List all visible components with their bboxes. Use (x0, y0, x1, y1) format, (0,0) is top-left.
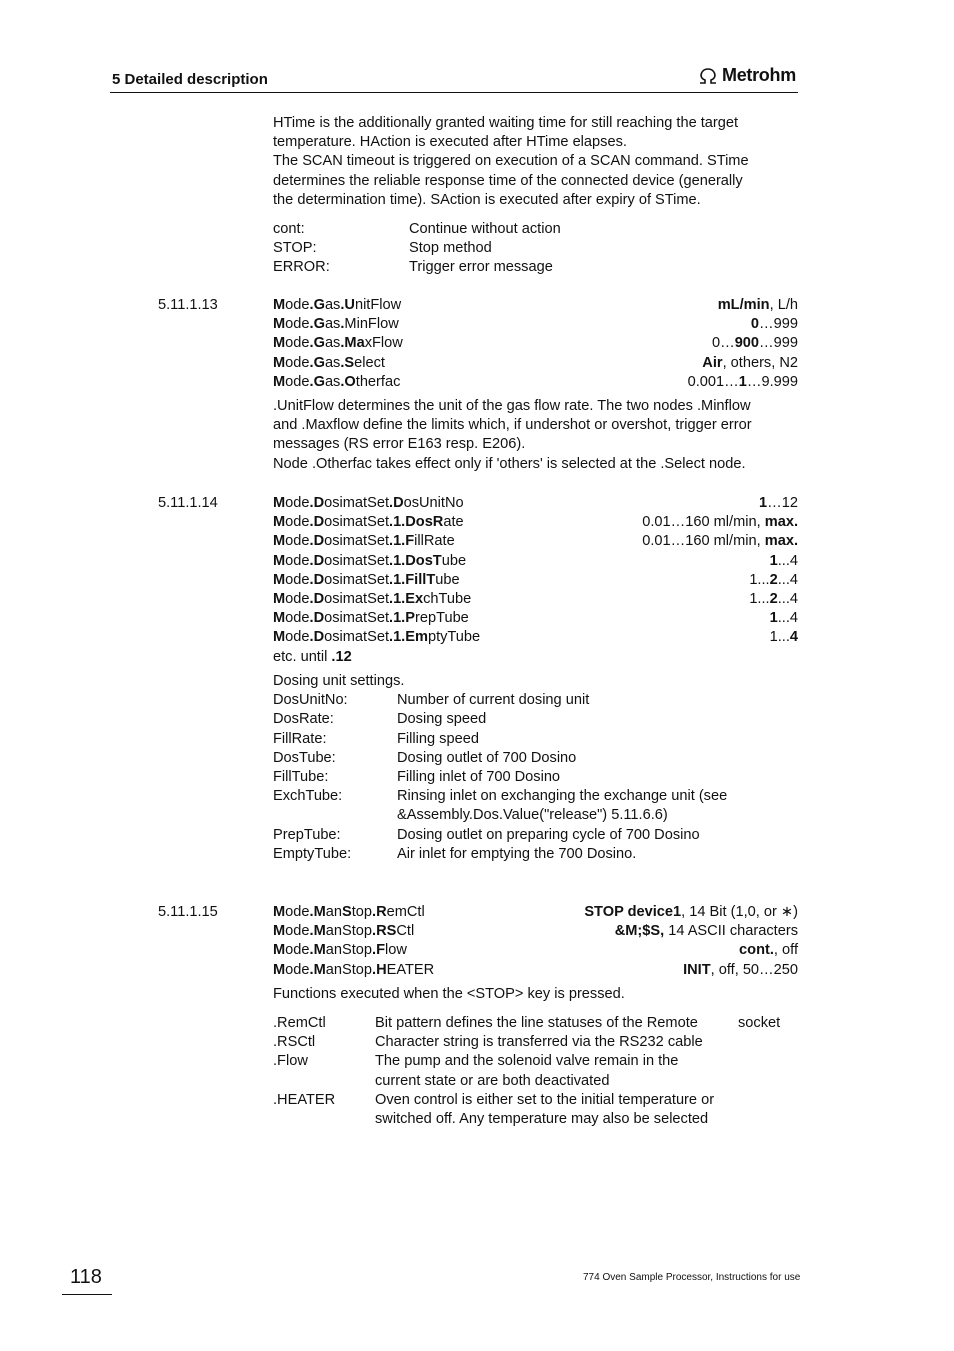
path-segment: as (324, 316, 341, 333)
path-segment: ode (285, 629, 310, 646)
path-segment: .1.F (389, 533, 415, 550)
definition-row (273, 768, 798, 787)
definition-row (273, 826, 798, 845)
path-segment: .RS (372, 923, 397, 940)
definition-text: The pump and the solenoid valve remain in the current state or are both deactivated (375, 1053, 679, 1089)
parameter-path (273, 629, 480, 645)
range-segment: , others, N2 (722, 354, 798, 371)
parameter-range (770, 552, 798, 571)
parameter-path (273, 374, 400, 390)
path-segment: .O (340, 373, 356, 390)
definition-row (273, 710, 798, 729)
path-segment: ode (285, 354, 310, 371)
page-number: 118 (70, 1266, 102, 1288)
path-segment: .F (372, 942, 385, 959)
path-segment: osimatSet (324, 571, 390, 588)
path-segment: ate (443, 514, 464, 531)
definition-value (397, 691, 762, 710)
path-segment: .D (309, 610, 325, 627)
definition-value (397, 826, 762, 845)
parameter-path (273, 533, 455, 549)
definition-row (273, 220, 798, 239)
definition-key: .Flow (273, 1053, 308, 1070)
parameter-range (712, 334, 798, 353)
parameter-path (273, 904, 425, 920)
parameter-row (273, 315, 798, 334)
path-segment: osimatSet (324, 610, 390, 627)
path-segment: illRate (414, 533, 455, 550)
path-segment: ube (435, 571, 460, 588)
range-segment: 1... (749, 571, 770, 588)
path-segment: .D (309, 629, 325, 646)
path-segment: ode (285, 961, 310, 978)
path-segment: as (324, 335, 341, 352)
path-segment: therfac (355, 373, 401, 390)
path-segment: osimatSet (324, 533, 390, 550)
definition-value: Stop method (409, 240, 492, 257)
definition-row (273, 239, 798, 258)
path-segment: ode (285, 495, 310, 511)
section-number: 5.11.1.13 (158, 297, 218, 313)
path-segment: ode (285, 923, 310, 940)
parameter-path (273, 335, 403, 351)
range-segment: INIT (683, 961, 711, 978)
parameter-row (273, 494, 798, 513)
definition-row (273, 258, 798, 277)
parameter-path (273, 495, 464, 511)
description-title: Dosing unit settings. (273, 673, 405, 689)
path-segment: M (273, 495, 286, 511)
path-segment: .G (309, 373, 325, 390)
parameter-range (584, 903, 798, 922)
path-segment: ode (285, 590, 310, 607)
path-segment: osimatSet (324, 514, 390, 531)
path-segment: .G (309, 297, 325, 313)
definition-key: .RemCtl (273, 1015, 326, 1031)
path-segment: osUnitNo (403, 495, 464, 511)
footer-text: 774 Oven Sample Processor, Instructions for use (583, 1272, 801, 1283)
path-segment: M (273, 923, 286, 940)
section-description (273, 397, 798, 474)
section-description (273, 672, 798, 864)
path-segment: .1.Ex (389, 590, 424, 607)
path-segment: ode (285, 571, 310, 588)
definition-value: Continue without action (409, 221, 561, 237)
etc-note (273, 648, 798, 667)
range-segment: ...4 (777, 610, 798, 627)
path-segment: .R (372, 904, 387, 920)
path-segment: M (273, 590, 286, 607)
path-segment: .S (340, 354, 355, 371)
parameter-row (273, 903, 798, 922)
path-segment: MinFlow (344, 316, 399, 333)
path-segment: ode (285, 335, 310, 352)
path-segment: osimatSet (324, 552, 390, 569)
text-line: Functions executed when the <STOP> key is pressed. (273, 986, 625, 1002)
definition-value: Trigger error message (409, 259, 553, 276)
definition-row (273, 1052, 798, 1090)
path-segment: .1.DosT (389, 552, 442, 569)
path-segment: emCtl (386, 904, 425, 920)
parameter-row (273, 609, 798, 628)
range-segment: 0.01…160 ml/min, (642, 533, 765, 550)
path-segment: ode (285, 373, 310, 390)
definition-text: Bit pattern defines the line statuses of the Remote (375, 1015, 698, 1031)
definition-text: Character string is transferred via the RS232 cable (375, 1034, 703, 1051)
path-segment: .Ma (340, 335, 365, 352)
parameter-range (751, 315, 798, 334)
definition-key: STOP: (273, 240, 317, 257)
definition-text: Filling inlet of 700 Dosino (397, 769, 561, 785)
path-segment: M (273, 297, 286, 313)
parameter-row (273, 532, 798, 551)
path-segment: EATER (386, 961, 435, 978)
path-segment: .1.Em (389, 629, 428, 646)
text-line: and .Maxflow define the limits which, if undershot or overshot, trigger error (273, 417, 752, 434)
path-segment: .U (340, 297, 355, 313)
range-segment: , off, 50…250 (710, 961, 798, 978)
path-segment: M (273, 533, 286, 550)
path-segment: osimatSet (324, 495, 390, 511)
path-segment: repTube (414, 610, 469, 627)
path-segment: M (273, 610, 286, 627)
definition-value (397, 845, 762, 864)
definition-extra: socket (738, 1015, 781, 1031)
path-segment: .D (389, 495, 404, 511)
path-segment: as (324, 297, 341, 313)
path-segment: ode (285, 552, 310, 569)
section-number: 5.11.1.15 (158, 904, 218, 920)
definition-text: Number of current dosing unit (397, 692, 590, 709)
parameter-table (273, 494, 798, 648)
path-segment: .D (309, 495, 325, 511)
range-segment: , off (773, 942, 798, 959)
definition-key: EmptyTube: (273, 845, 352, 862)
path-segment: .1.P (389, 610, 415, 627)
definition-key: PrepTube: (273, 826, 341, 843)
path-segment: .1.FillT (389, 571, 436, 588)
range-segment: 1 (738, 373, 747, 390)
path-segment: as (324, 354, 341, 371)
definition-key: cont: (273, 221, 305, 237)
metrohm-logo (697, 66, 796, 85)
parameter-range (749, 571, 798, 590)
parameter-range (642, 513, 798, 532)
range-segment: 2 (769, 571, 778, 588)
path-segment: .D (309, 571, 325, 588)
path-segment: M (273, 552, 286, 569)
parameter-row (273, 571, 798, 590)
definition-key: .HEATER (273, 1091, 336, 1108)
text-line: temperature. HAction is executed after HTime elapses. (273, 134, 627, 151)
definition-key: ExchTube: (273, 788, 343, 805)
parameter-range (770, 609, 798, 628)
etc-bold: .12 (331, 649, 352, 665)
path-segment: ode (285, 610, 310, 627)
header-rule (110, 92, 798, 93)
text-line: .UnitFlow determines the unit of the gas flow rate. The two nodes .Minflow (273, 398, 751, 414)
path-segment: M (273, 354, 286, 371)
path-segment: .H (372, 961, 387, 978)
definition-text: Dosing outlet on preparing cycle of 700 Dosino (397, 826, 700, 843)
definition-key: DosUnitNo: (273, 692, 348, 709)
path-segment: .D (309, 590, 325, 607)
range-segment: cont. (739, 942, 774, 959)
parameter-path (273, 514, 464, 530)
path-segment: M (273, 571, 286, 588)
definition-key: FillRate: (273, 730, 327, 747)
path-segment: M (273, 316, 286, 333)
parameter-row (273, 922, 798, 941)
range-segment: 0 (750, 316, 760, 333)
range-segment: &M;$S, (614, 923, 665, 940)
path-segment: .M (309, 904, 326, 920)
range-segment: ...4 (777, 590, 798, 607)
parameter-row (273, 628, 798, 647)
parameter-row (273, 552, 798, 571)
range-segment: 1 (769, 552, 778, 569)
parameter-range (683, 961, 798, 980)
parameter-row (273, 590, 798, 609)
path-segment: ode (285, 533, 310, 550)
path-segment: osimatSet (324, 590, 390, 607)
range-segment: 4 (789, 629, 798, 646)
definition-row (273, 749, 798, 768)
definition-value (397, 749, 762, 768)
parameter-path (273, 591, 471, 607)
parameter-path (273, 572, 460, 588)
range-segment: 0.001… (687, 373, 739, 390)
definition-key: ERROR: (273, 259, 330, 276)
range-segment: ...4 (777, 552, 798, 569)
path-segment: .D (309, 552, 325, 569)
path-segment: .M (309, 961, 326, 978)
path-segment: M (273, 514, 286, 531)
path-segment: an (325, 904, 342, 920)
parameter-range (718, 296, 798, 315)
range-segment: …999 (759, 316, 798, 333)
definition-value (397, 710, 762, 729)
path-segment: ube (441, 552, 467, 569)
parameter-row (273, 334, 798, 353)
range-segment: , L/h (769, 297, 798, 313)
logo-wordmark: Metrohm (722, 65, 796, 85)
definition-key: FillTube: (273, 769, 329, 785)
path-segment: ode (285, 514, 310, 531)
definition-text: Rinsing inlet on exchanging the exchange unit (see &Assembly.Dos.Value("release") 5.11.6.6) (397, 788, 728, 824)
parameter-path (273, 297, 401, 313)
path-segment: as (324, 373, 341, 390)
range-segment: 1 (769, 610, 778, 627)
range-segment: max. (764, 514, 798, 531)
path-segment: . (340, 316, 345, 333)
definition-value (375, 1052, 725, 1090)
parameter-range (749, 590, 798, 609)
definition-text: Dosing speed (397, 711, 487, 728)
definition-value (397, 768, 762, 787)
definition-row (273, 787, 798, 825)
path-segment: .G (309, 354, 325, 371)
definition-value (375, 1091, 725, 1129)
path-segment: anStop (325, 923, 373, 940)
path-segment: M (273, 942, 286, 959)
parameter-range (702, 354, 798, 373)
path-segment: ode (285, 297, 310, 313)
parameter-row (273, 961, 798, 980)
parameter-range (688, 373, 798, 392)
metrohm-omega-icon (697, 67, 719, 85)
definition-key: DosRate: (273, 711, 334, 728)
definition-row (273, 1014, 798, 1033)
range-segment: 0.01…160 ml/min, (642, 514, 765, 531)
definition-row (273, 845, 798, 864)
path-segment: nitFlow (354, 297, 402, 313)
range-segment: , 14 Bit (1,0, or ∗) (681, 904, 798, 920)
text-line: determines the reliable response time of the connected device (generally (273, 172, 743, 189)
range-segment: ...4 (777, 571, 798, 588)
definition-list (273, 691, 798, 864)
section-description (273, 985, 798, 1004)
path-segment: ode (285, 942, 310, 959)
path-segment: S (341, 904, 352, 920)
path-segment: M (273, 904, 286, 920)
path-segment: M (273, 629, 286, 646)
definition-value (397, 787, 762, 825)
range-segment: mL/min (717, 297, 770, 313)
page-number-rule (62, 1294, 112, 1295)
range-segment: 14 ASCII characters (664, 923, 798, 940)
definition-text: Filling speed (397, 730, 479, 747)
parameter-range (770, 628, 798, 647)
path-segment: ode (285, 316, 310, 333)
range-segment: max. (764, 533, 798, 550)
running-header-title: 5 Detailed description (112, 71, 268, 88)
path-segment: anStop (325, 961, 373, 978)
path-segment: ode (285, 904, 310, 920)
parameter-range (615, 922, 798, 941)
parameter-range (739, 941, 798, 960)
definition-text: Air inlet for emptying the 700 Dosino. (397, 845, 637, 862)
path-segment: xFlow (364, 335, 403, 352)
path-segment: .G (309, 316, 325, 333)
parameter-row (273, 941, 798, 960)
text-line: Node .Otherfac takes effect only if 'others' is selected at the .Select node. (273, 455, 746, 472)
definition-row (273, 730, 798, 749)
path-segment: chTube (423, 590, 472, 607)
range-segment: …9.999 (746, 373, 798, 390)
text-line: the determination time). SAction is executed after expiry of STime. (273, 191, 701, 208)
path-segment: anStop (325, 942, 373, 959)
range-segment: 2 (769, 590, 778, 607)
text-line: HTime is the additionally granted waiting time for still reaching the target (273, 115, 739, 131)
range-segment: 1 (759, 495, 768, 511)
parameter-path (273, 962, 434, 978)
parameter-row (273, 354, 798, 373)
parameter-range (642, 532, 798, 551)
path-segment: .G (309, 335, 325, 352)
range-segment: …999 (759, 335, 798, 352)
definition-value (375, 1033, 725, 1052)
path-segment: .1.DosR (389, 514, 444, 531)
etc-prefix: etc. until (273, 649, 332, 665)
path-segment: .D (309, 514, 325, 531)
path-segment: ptyTube (427, 629, 481, 646)
range-segment: 1... (769, 629, 790, 646)
parameter-row (273, 513, 798, 532)
range-segment: 0… (711, 335, 735, 352)
definition-list (273, 1014, 798, 1129)
path-segment: M (273, 373, 286, 390)
path-segment: osimatSet (324, 629, 390, 646)
range-segment: STOP device1 (584, 904, 682, 920)
definition-value (397, 730, 762, 749)
path-segment: M (273, 335, 286, 352)
path-segment: M (273, 961, 286, 978)
path-segment: low (385, 942, 407, 959)
section-number: 5.11.1.14 (158, 495, 218, 511)
definition-row (273, 1091, 798, 1129)
parameter-path (273, 923, 414, 939)
action-definitions (273, 220, 798, 278)
definition-value (375, 1014, 725, 1033)
range-segment: 900 (734, 335, 760, 352)
parameter-path (273, 316, 399, 332)
parameter-path (273, 553, 466, 569)
definition-row (273, 1033, 798, 1052)
parameter-table (273, 296, 798, 392)
definition-key: .RSCtl (273, 1034, 316, 1051)
text-line: messages (RS error E163 resp. E206). (273, 436, 526, 453)
path-segment: Ctl (396, 923, 415, 940)
path-segment: .M (309, 923, 326, 940)
path-segment: .D (309, 533, 325, 550)
range-segment: …12 (767, 495, 798, 511)
definition-row (273, 691, 798, 710)
intro-paragraph (273, 114, 798, 210)
definition-text: Oven control is either set to the initial temperature or switched off. Any temperature may also be selected (375, 1091, 715, 1128)
definition-text: Dosing outlet of 700 Dosino (397, 749, 577, 766)
range-segment: 1... (749, 590, 770, 607)
text-line: The SCAN timeout is triggered on execution of a SCAN command. STime (273, 153, 749, 170)
parameter-row (273, 296, 798, 315)
parameter-table (273, 903, 798, 980)
parameter-row (273, 373, 798, 392)
parameter-range (759, 494, 798, 513)
path-segment: elect (354, 354, 385, 371)
parameter-path (273, 355, 385, 371)
definition-key: DosTube: (273, 749, 336, 766)
parameter-path (273, 610, 469, 626)
path-segment: top (351, 904, 373, 920)
range-segment: Air (702, 354, 723, 371)
path-segment: .M (309, 942, 326, 959)
parameter-path (273, 942, 407, 958)
